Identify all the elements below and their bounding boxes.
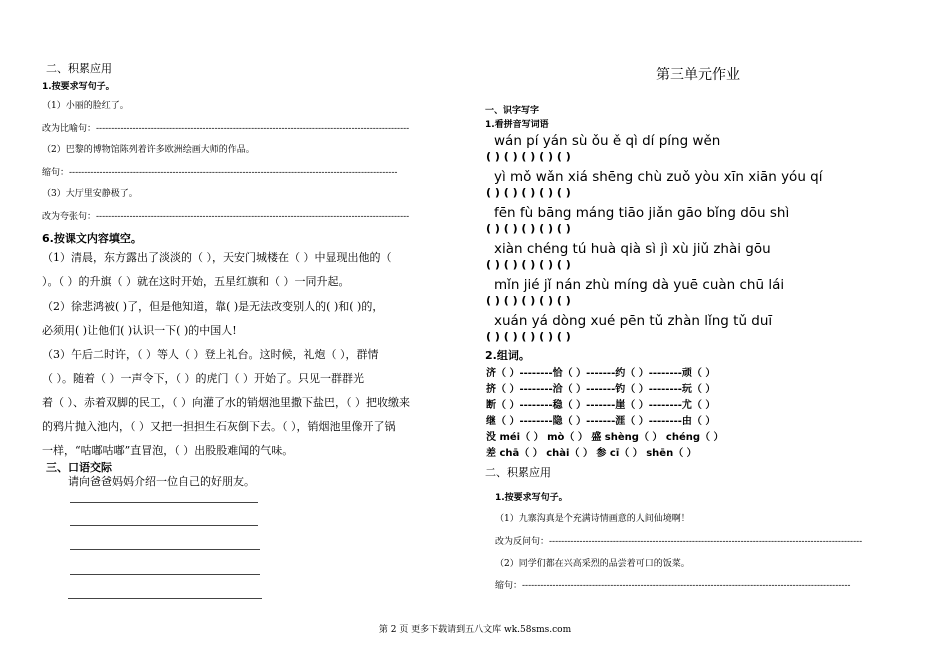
- pinyin-row-6: xuán yá dòng xué pēn tǔ zhàn lǐng tǔ duī: [494, 313, 773, 329]
- right-q1-title: 1.按要求写句子。: [495, 493, 568, 503]
- pinyin-row-3: fēn fù bāng máng tiāo jiǎn gāo bǐng dōu shì: [494, 205, 790, 221]
- zuci-row-4[interactable]: 继（ ）--------隐（ ）-------涯（ ）--------由（ ）: [486, 416, 716, 427]
- page-footer: 第 2 页 更多下载请到五八文库 wk.58sms.com: [378, 625, 572, 635]
- para3-line2: （ ）。随着（ ）一声令下，（ ）的虎门（ ）开始了。只见一群群光: [42, 372, 364, 385]
- pinyin-boxes-6[interactable]: ( ) ( ) ( ) ( ) ( ): [486, 330, 571, 343]
- left-q6-title: 6.按课文内容填空。: [42, 232, 142, 245]
- left-sentence-2: （2）巴黎的博物馆陈列着许多欧洲绘画大师的作品。: [42, 145, 255, 155]
- pinyin-row-1: wán pí yán sù ǒu ě qì dí píng wěn: [494, 133, 721, 149]
- answer-line-1[interactable]: [70, 502, 258, 503]
- pinyin-boxes-2[interactable]: ( ) ( ) ( ) ( ) ( ): [486, 186, 571, 199]
- right-section2-title: 二、积累应用: [485, 466, 551, 479]
- zuci-row-6[interactable]: 差 chā（ ） chài（ ） 参 cī（ ） shēn（ ）: [486, 448, 697, 459]
- right-answer-1: 改为反问句：-------------------------------------------------------------------------------------------------------: [495, 537, 863, 547]
- answer-line-4[interactable]: [70, 574, 260, 575]
- right-sentence-1: （1）九寨沟真是个充满诗情画意的人间仙境啊！: [495, 514, 690, 524]
- left-q1-title: 1.按要求写句子。: [42, 82, 115, 92]
- right-sentence-2: （2）同学们都在兴高采烈的品尝着可口的饭菜。: [495, 559, 690, 569]
- para3-line4: 的鸦片抛入池内，（ ）又把一担担生石灰倒下去。（ ），销烟池里像开了锅: [42, 420, 396, 433]
- left-answer-1: 改为比喻句：-------------------------------------------------------------------------------------------------------: [42, 124, 410, 134]
- pinyin-boxes-4[interactable]: ( ) ( ) ( ) ( ) ( ): [486, 258, 571, 271]
- zuci-row-5[interactable]: 没 méi（ ） mò（ ） 盛 shèng（ ） chéng（ ）: [486, 432, 724, 443]
- pinyin-title: 1.看拼音写词语: [485, 120, 549, 130]
- left-section3-title: 三、口语交际: [46, 461, 112, 474]
- left-sentence-1: （1）小丽的脸红了。: [42, 101, 129, 111]
- para2-line2: 必须用( )让他们( )认识一下( )的中国人!: [42, 324, 237, 337]
- right-section1-title: 一、识字写字: [485, 106, 540, 116]
- left-sentence-3: （3）大厅里安静极了。: [42, 189, 138, 199]
- answer-line-5[interactable]: [68, 598, 262, 599]
- oral-prompt: 请向爸爸妈妈介绍一位自己的好朋友。: [68, 475, 255, 488]
- pinyin-row-2: yì mǒ wǎn xiá shēng chù zuǒ yòu xīn xiān yóu qí: [494, 169, 823, 185]
- left-section2-title: 二、积累应用: [46, 62, 112, 75]
- zuci-row-1[interactable]: 济（ ）--------恰（ ）-------约（ ）--------顽（ ）: [486, 368, 716, 379]
- right-answer-2: 缩句：------------------------------------------------------------------------------------------------------------: [495, 581, 851, 591]
- zuci-row-3[interactable]: 断（ ）--------稳（ ）-------崖（ ）--------尤（ ）: [486, 400, 716, 411]
- answer-line-2[interactable]: [70, 525, 258, 526]
- pinyin-row-4: xiàn chéng tú huà qià sì jì xù jiǔ zhài gōu: [494, 241, 771, 257]
- unit-title: 第三单元作业: [656, 67, 740, 83]
- answer-line-3[interactable]: [70, 549, 260, 550]
- pinyin-boxes-5[interactable]: ( ) ( ) ( ) ( ) ( ): [486, 294, 571, 307]
- para1-line1: （1）清晨，东方露出了淡淡的（ ），天安门城楼在（ ）中显现出他的（: [42, 251, 392, 264]
- para3-line3: 着（ ）、赤着双脚的民工，（ ）向灌了水的销烟池里撒下盐巴，（ ）把收缴来: [42, 396, 410, 409]
- left-answer-2: 缩句：------------------------------------------------------------------------------------------------------------: [42, 168, 398, 178]
- para2-line1: （2）徐悲鸿被( )了，但是他知道，靠( )是无法改变别人的( )和( )的，: [42, 300, 384, 313]
- para3-line5: 一样，“咕嘟咕嘟”直冒泡，（ ）出股股难闻的气味。: [42, 444, 294, 457]
- zuci-title: 2.组词。: [485, 349, 530, 362]
- zuci-row-2[interactable]: 挤（ ）--------洽（ ）-------钓（ ）--------玩（ ）: [486, 384, 716, 395]
- pinyin-row-5: mǐn jié jǐ nán zhù míng dà yuē cuàn chū lái: [494, 277, 785, 293]
- pinyin-boxes-3[interactable]: ( ) ( ) ( ) ( ) ( ): [486, 222, 571, 235]
- left-answer-3: 改为夸张句：-------------------------------------------------------------------------------------------------------: [42, 212, 410, 222]
- para3-line1: （3）午后二时许，（ ）等人（ ）登上礼台。这时候，礼炮（ ），群情: [42, 348, 379, 361]
- pinyin-boxes-1[interactable]: ( ) ( ) ( ) ( ) ( ): [486, 150, 571, 163]
- para1-line2: ）。（ ）的升旗（ ）就在这时开始，五星红旗和（ ）一同升起。: [42, 275, 350, 288]
